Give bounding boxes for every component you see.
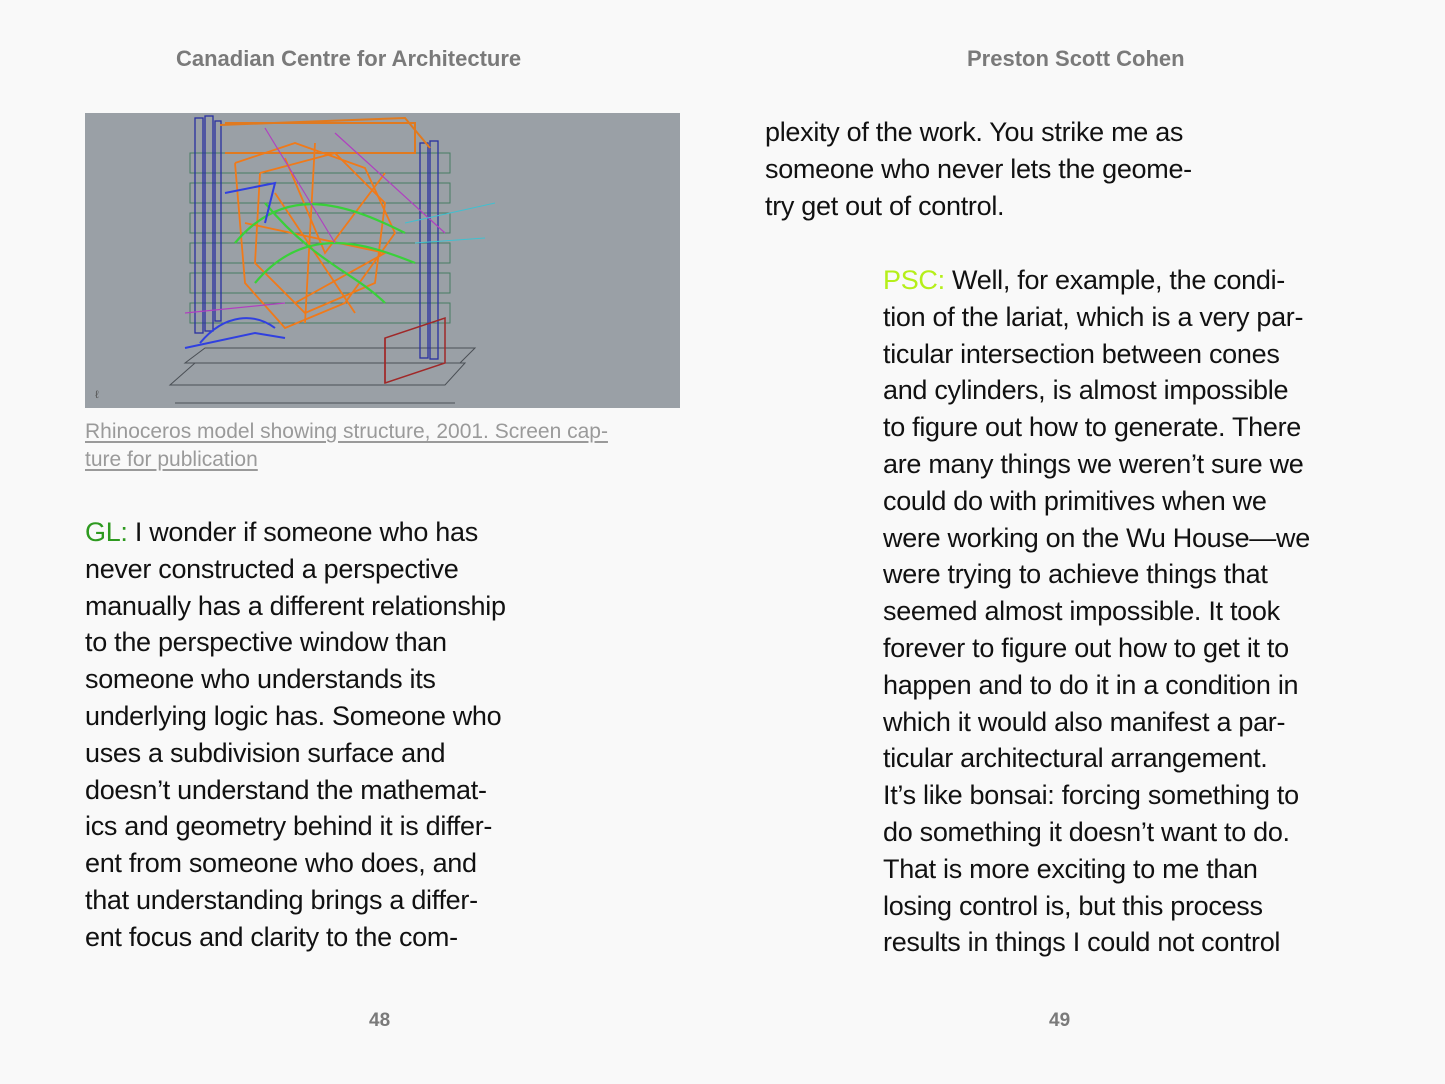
speaker-psc: PSC: [883, 265, 945, 295]
text-line: ent from someone who does, and [85, 848, 477, 879]
text-line: happen and to do it in a condition in [883, 669, 1299, 700]
text-line: seemed almost impossible. It took [883, 596, 1280, 627]
text-line: were working on the Wu House—we [883, 522, 1310, 553]
text-line: to figure out how to generate. There [883, 412, 1301, 443]
psc-paragraph [883, 262, 1310, 961]
page-number: 49 [1049, 1010, 1071, 1031]
gl-paragraph [85, 514, 506, 956]
continued-paragraph [765, 114, 1192, 224]
left-page [0, 0, 722, 1084]
text-line: try get out of control. [765, 190, 1005, 221]
caption-line: Rhinoceros model showing structure, 2001. Screen cap- [85, 420, 608, 443]
text-line: someone who never lets the geome- [765, 153, 1192, 184]
text-line: results in things I could not control [883, 927, 1281, 958]
text-line: It’s like bonsai: forcing something to [883, 780, 1299, 811]
text-line: forever to figure out how to get it to [883, 632, 1289, 663]
svg-text:ℓ: ℓ [95, 389, 99, 401]
text-line: Well, for example, the condi- [944, 265, 1285, 295]
page-header: Canadian Centre for Architecture [176, 46, 522, 71]
text-line: were trying to achieve things that [883, 559, 1268, 590]
text-line: could do with primitives when we [883, 485, 1267, 516]
page-number: 48 [369, 1010, 391, 1031]
text-line: That is more exciting to me than [883, 853, 1258, 884]
text-line: I wonder if someone who has [127, 517, 478, 547]
text-line: ticular architectural arrangement. [883, 743, 1268, 774]
figure-caption [85, 418, 685, 474]
text-line: losing control is, but this process [883, 890, 1263, 921]
text-line: manually has a different relationship [85, 590, 506, 621]
text-line: ics and geometry behind it is differ- [85, 811, 493, 842]
rhino-model-image [85, 113, 680, 408]
text-line: do something it doesn’t want to do. [883, 816, 1290, 847]
text-line: are many things we weren’t sure we [883, 448, 1304, 479]
right-page [722, 0, 1445, 1084]
page-header: Preston Scott Cohen [967, 46, 1185, 71]
wireframe-drawing [85, 113, 680, 408]
text-line: never constructed a perspective [85, 553, 459, 584]
text-line: to the perspective window than [85, 627, 447, 658]
text-line: underlying logic has. Someone who [85, 700, 502, 731]
text-line: uses a subdivision surface and [85, 737, 446, 768]
caption-line: ture for publication [85, 448, 258, 471]
speaker-gl: GL: [85, 517, 128, 547]
text-line: doesn’t understand the mathemat- [85, 774, 487, 805]
text-line: which it would also manifest a par- [883, 706, 1286, 737]
text-line: and cylinders, is almost impossible [883, 375, 1289, 406]
text-line: ticular intersection between cones [883, 338, 1280, 369]
text-line: plexity of the work. You strike me as [765, 117, 1184, 147]
text-line: someone who understands its [85, 664, 436, 695]
text-line: tion of the lariat, which is a very par- [883, 301, 1304, 332]
text-line: ent focus and clarity to the com- [85, 921, 458, 952]
text-line: that understanding brings a differ- [85, 884, 478, 915]
